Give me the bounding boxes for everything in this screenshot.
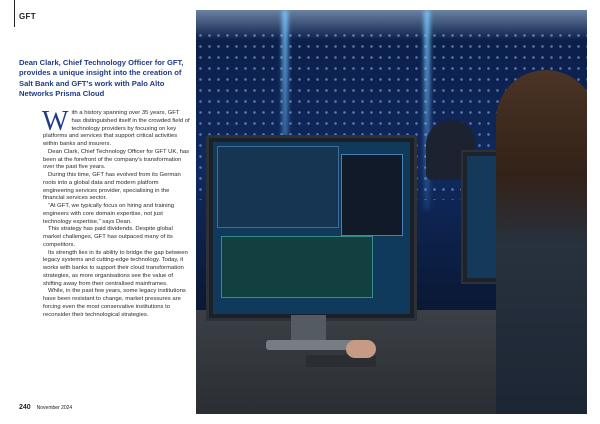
page-folio (19, 404, 72, 411)
ceiling-light (196, 10, 587, 40)
article-intro: Dean Clark, Chief Technology Officer for GFT, provides a unique insight into the creation of Salt Bank and GFT’s work with Palo Alto Networks Prisma Cloud (19, 58, 184, 98)
section-brand: GFT (19, 12, 36, 21)
foreground-person (496, 70, 587, 414)
paragraph-5: This strategy has paid dividends. Despite global market challenges, GFT has outpaced many of its competitors. (43, 226, 173, 248)
paragraph-4: “At GFT, we typically focus on hiring and training engineers with core domain expertise, not just technology expertise,” says Dean. (43, 203, 175, 225)
data-center-photo (196, 10, 587, 414)
monitor-base (266, 340, 356, 350)
code-window (217, 146, 339, 228)
paragraph-6: Its strength lies in its ability to bridge the gap between legacy systems and cutting-edge technology. Today, it works with banks to support their cloud transformation strategies, as more organisations see the value of shifting away from their centralised mainframes. (43, 249, 188, 287)
paragraph-2: Dean Clark, Chief Technology Officer for GFT UK, has been at the forefront of the company’s transformation over the past five years. (43, 148, 190, 171)
hand (346, 340, 376, 358)
header-rule (14, 0, 15, 27)
monitor-screen (213, 142, 410, 314)
page-number: 240 (19, 404, 31, 411)
terminal-window (341, 154, 403, 236)
article-body (42, 106, 190, 319)
paragraph-3: During this time, GFT has evolved from its German roots into a global data and modern platform engineering services provider, specialising in the financial services sector. (43, 172, 181, 202)
main-monitor (206, 135, 417, 321)
drop-cap: W (42, 106, 69, 137)
diagram-window (221, 236, 373, 298)
paragraph-1: With a history spanning over 35 years, GFT has distinguished itself in the crowded field of technology providers by focusing on key platforms and services that support critical activities within banks and insurers. (42, 106, 190, 147)
paragraph-7: While, in the past few years, some legacy institutions have been resistant to change, market pressures are forcing even the most conservative institutions to reconsider their technological strategies. (43, 288, 186, 318)
issue-date: November 2024 (36, 405, 73, 411)
light-strip (424, 10, 430, 210)
